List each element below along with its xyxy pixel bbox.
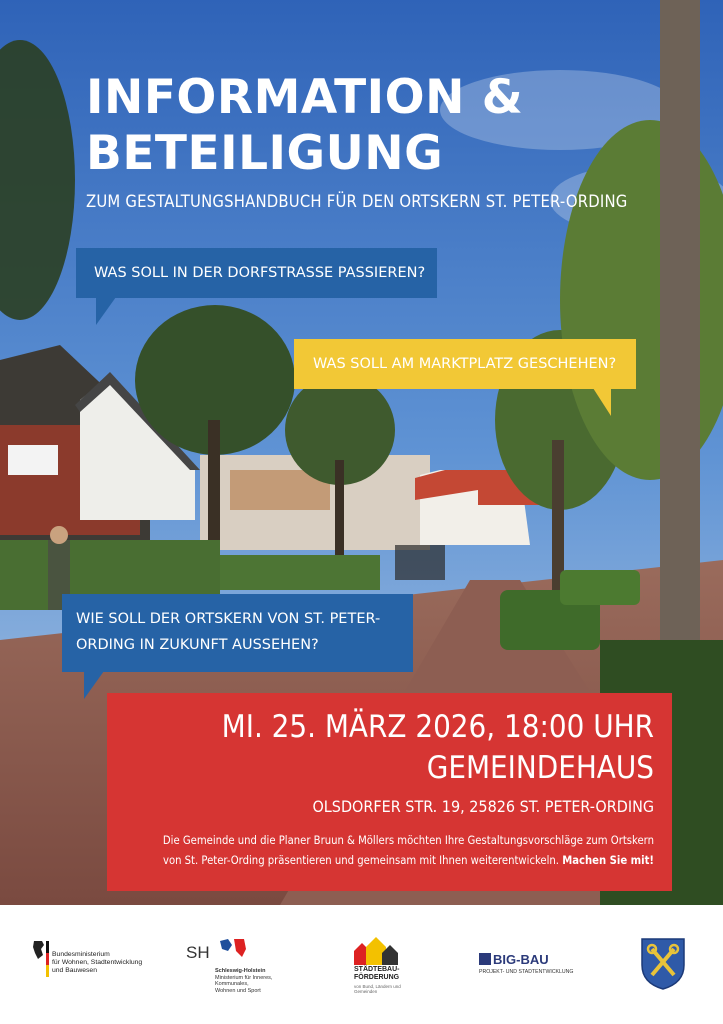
logo4-subtext: PROJEKT- UND STADTENTWICKLUNG bbox=[479, 969, 574, 975]
logo3-sub-2: Gemeinden bbox=[354, 989, 378, 994]
logo1-line-2: für Wohnen, Stadtentwicklung bbox=[52, 959, 143, 966]
logo2-abbr: SH bbox=[186, 943, 210, 962]
event-venue: GEMEINDEHAUS bbox=[426, 750, 654, 786]
question-text: WAS SOLL AM MARKTPLATZ GESCHEHEN? bbox=[313, 356, 617, 372]
logo3-text bbox=[354, 966, 400, 982]
question-text-line-1: WIE SOLL DER ORTSKERN VON ST. PETER- bbox=[76, 611, 381, 627]
logo2-line-2: Ministerium für Inneres, bbox=[215, 974, 273, 981]
question-bubble-dorfstrasse bbox=[76, 248, 437, 298]
logo4-name: BIG-BAU bbox=[493, 952, 549, 967]
logo1-line-1: Bundesministerium bbox=[52, 951, 110, 958]
bubble-tail bbox=[593, 388, 611, 416]
question-text-line-2: ORDING IN ZUKUNFT AUSSEHEN? bbox=[76, 637, 319, 653]
lion-crest-icon bbox=[214, 935, 254, 963]
logo2-line-3: Kommunales, bbox=[215, 981, 249, 987]
logo-staedtebaufoerderung bbox=[352, 937, 401, 994]
sponsor-footer bbox=[0, 905, 723, 1024]
call-to-action: Machen Sie mit! bbox=[562, 854, 654, 867]
description-line-2-text: von St. Peter-Ording präsentieren und gemeinsam mit Ihnen weiterentwickeln. bbox=[162, 854, 559, 867]
bubble-tail bbox=[96, 297, 116, 325]
event-address: OLSDORFER STR. 19, 25826 ST. PETER-ORDING bbox=[312, 797, 654, 816]
subtitle: ZUM GESTALTUNGSHANDBUCH FÜR DEN ORTSKERN ST. PETER-ORDING bbox=[86, 192, 628, 211]
bubble-tail bbox=[84, 671, 104, 699]
logo3-line-1: STÄDTEBAU- bbox=[354, 966, 400, 973]
description-line-1: Die Gemeinde und die Planer Bruun & Möllers möchten Ihre Gestaltungsvorschläge zum Ortskern bbox=[162, 834, 654, 847]
title-line-1: INFORMATION & bbox=[86, 70, 524, 125]
eagle-flag-icon bbox=[30, 937, 50, 981]
title-line-2: BETEILIGUNG bbox=[86, 126, 444, 181]
houses-icon bbox=[352, 937, 398, 965]
logo1-text bbox=[52, 951, 142, 975]
logo2-line-1: Schleswig-Holstein bbox=[215, 968, 266, 974]
big-bau-square-icon bbox=[479, 953, 491, 965]
coat-of-arms-icon bbox=[640, 937, 686, 995]
logo2-line-4: Wohnen und Sport bbox=[215, 987, 261, 994]
logo-bundesministerium bbox=[30, 937, 143, 985]
question-bubble-marktplatz bbox=[294, 339, 636, 389]
question-bubble-ortskern bbox=[62, 594, 413, 672]
event-date: MI. 25. MÄRZ 2026, 18:00 UHR bbox=[221, 709, 654, 745]
event-box bbox=[107, 693, 672, 891]
logo2-text bbox=[215, 968, 272, 994]
question-text: WAS SOLL IN DER DORFSTRASSE PASSIEREN? bbox=[94, 265, 426, 281]
description-line-2 bbox=[163, 851, 654, 871]
logo3-subtext bbox=[354, 984, 401, 994]
logo3-sub-1: von Bund, Ländern und bbox=[354, 984, 401, 989]
event-description bbox=[163, 831, 654, 871]
logo1-line-3: und Bauwesen bbox=[52, 967, 97, 974]
logo3-line-2: FÖRDERUNG bbox=[354, 974, 400, 981]
